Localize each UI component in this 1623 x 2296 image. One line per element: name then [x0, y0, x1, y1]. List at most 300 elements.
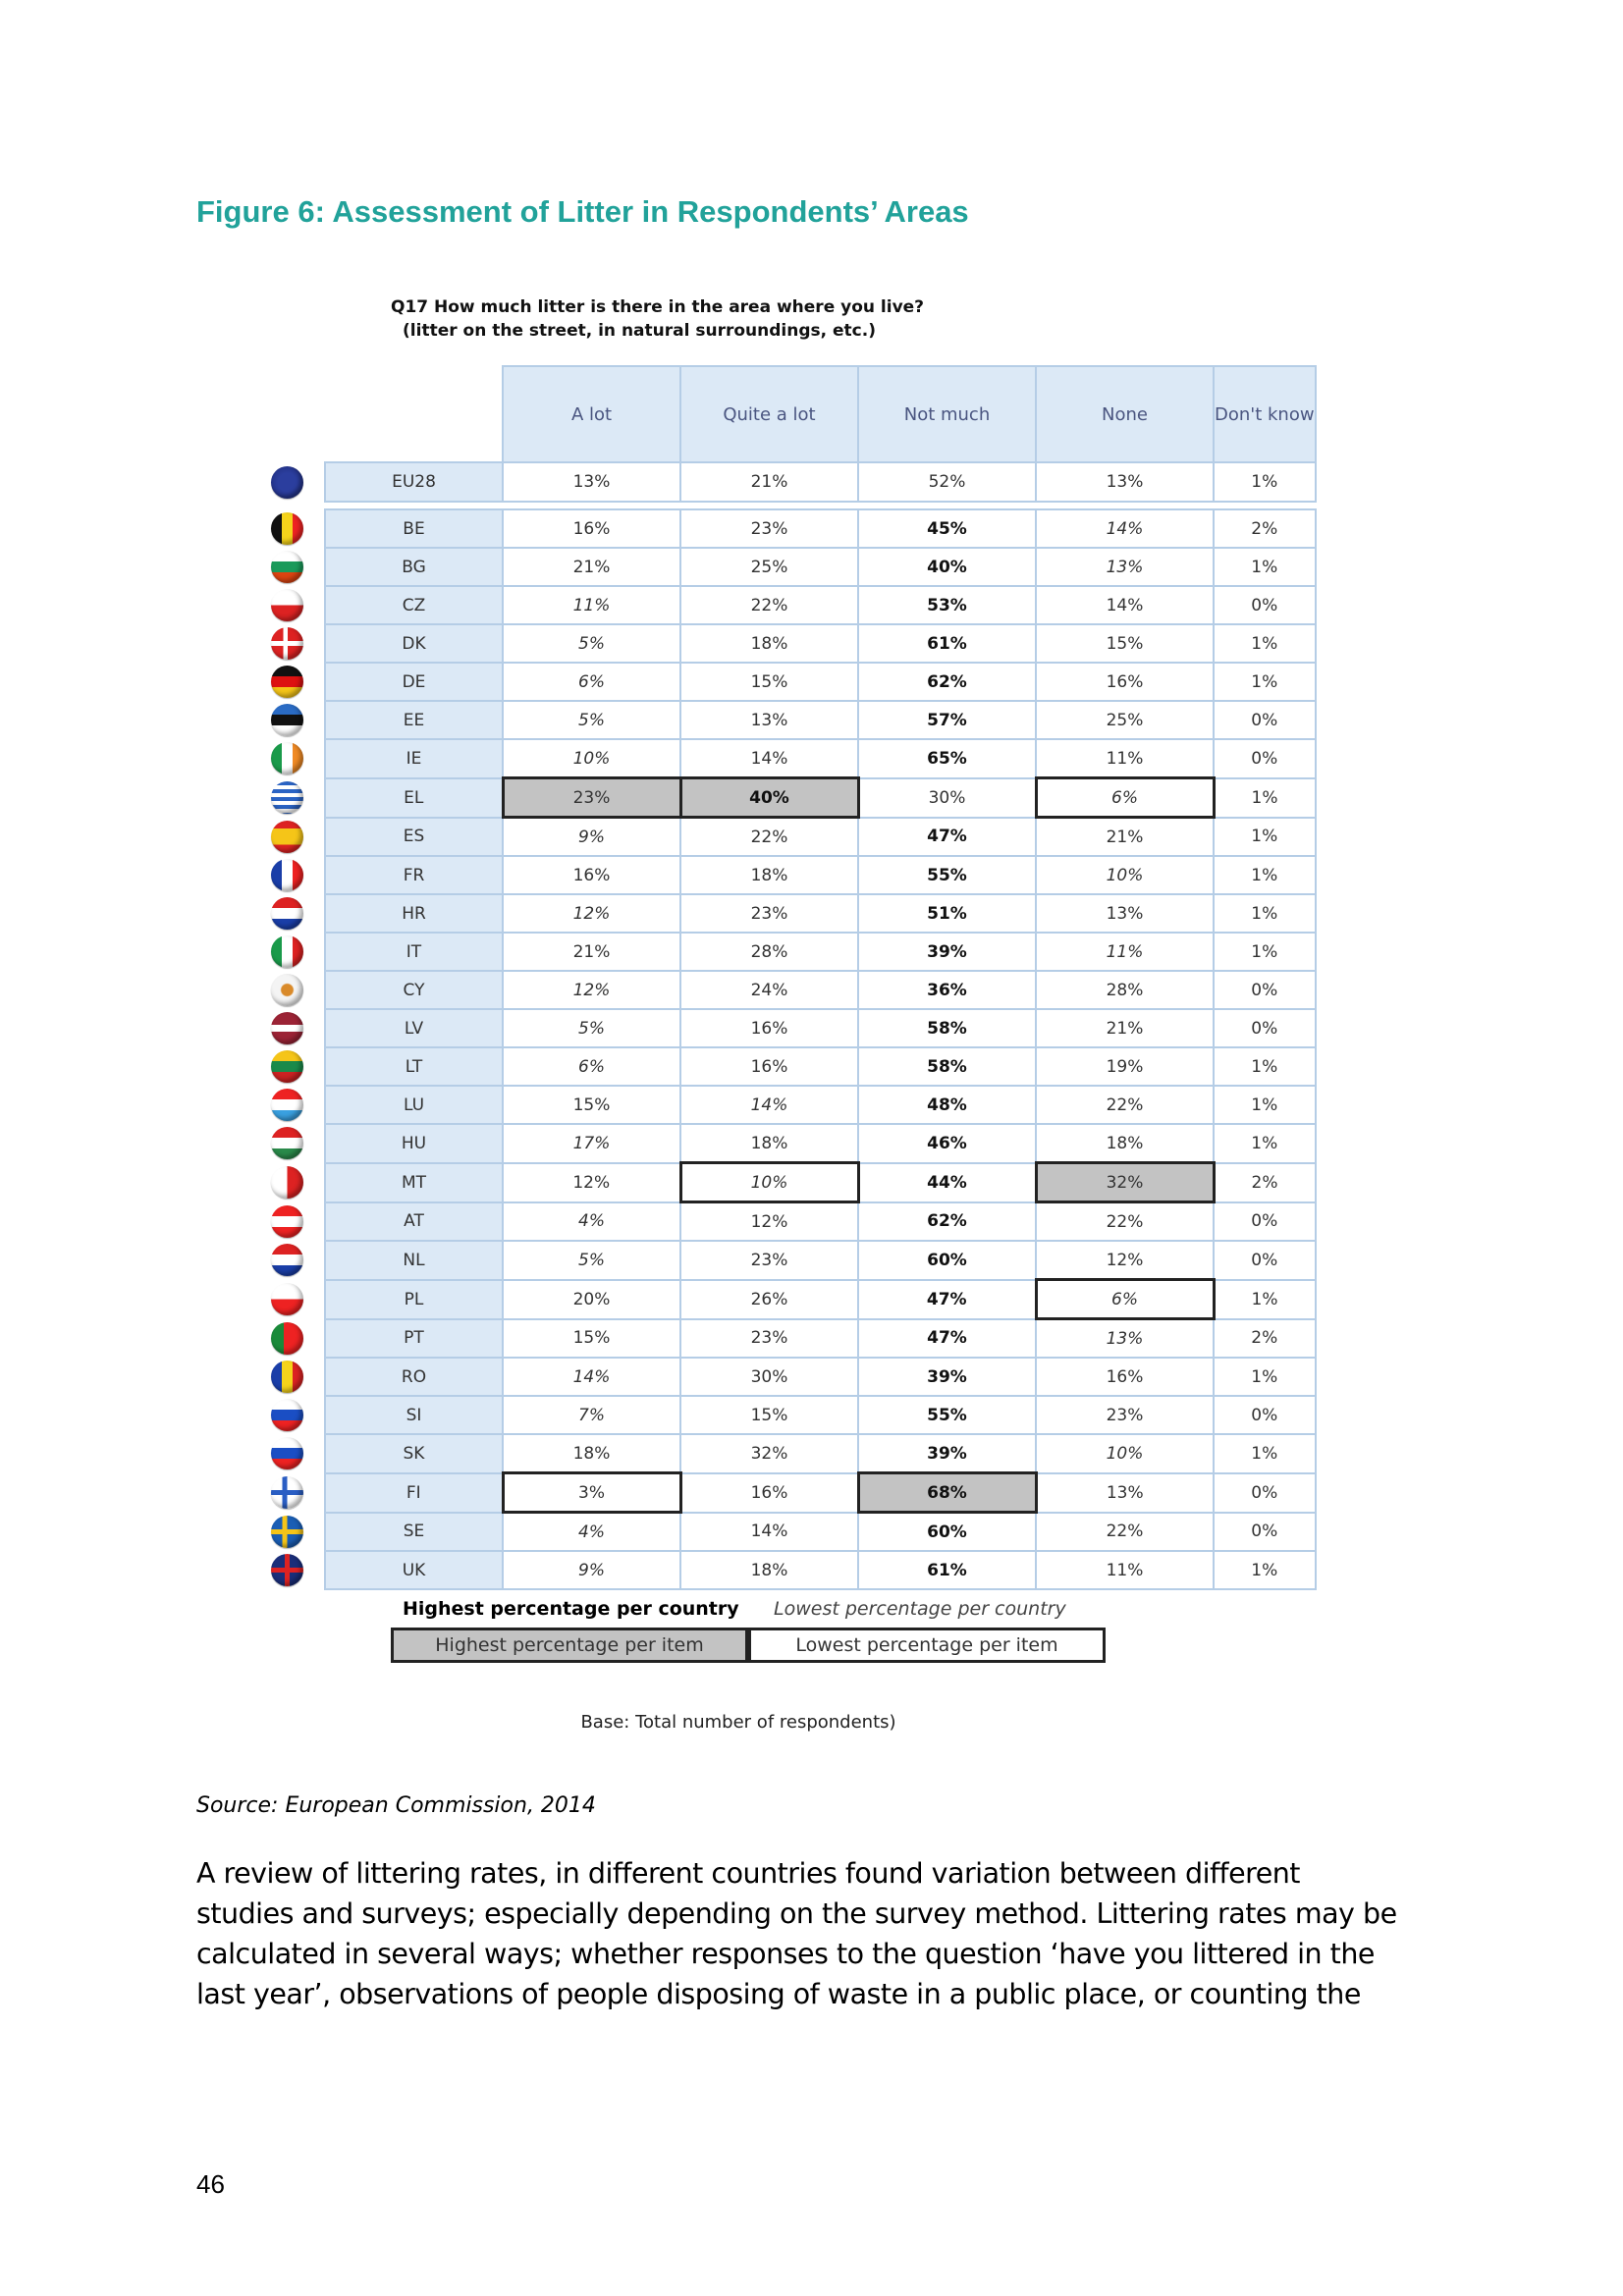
value-cell-text: 18% [572, 1443, 611, 1464]
source-note: Source: European Commission, 2014 [196, 1793, 596, 1818]
value-cell [503, 818, 680, 857]
value-cell-text: 11% [572, 595, 611, 615]
value-cell-text: 48% [927, 1095, 967, 1115]
value-cell-text: 6% [578, 671, 605, 692]
value-cell-text: 20% [572, 1289, 611, 1309]
value-cell [680, 1358, 858, 1396]
france-flag-icon [271, 859, 303, 891]
value-cell-text: 25% [750, 557, 788, 577]
country-code: SK [325, 1434, 503, 1473]
value-cell-text: 32% [750, 1443, 788, 1464]
value-cell-text: 1% [1251, 472, 1278, 492]
value-cell [680, 1551, 858, 1589]
value-cell-text: 32% [1106, 1172, 1144, 1193]
value-cell-text: 1% [1251, 787, 1278, 808]
value-cell-text: 6% [578, 1056, 605, 1077]
value-cell [1036, 894, 1214, 933]
value-cell-text: 18% [750, 865, 788, 885]
value-cell-text: 22% [750, 827, 788, 847]
value-cell-text: 46% [927, 1133, 967, 1153]
value-cell [1036, 1202, 1214, 1242]
value-cell-text: 2% [1251, 1172, 1278, 1193]
value-cell [1214, 1473, 1316, 1513]
value-cell [1214, 971, 1316, 1009]
italy-flag-icon [271, 935, 303, 968]
value-cell [1214, 1434, 1316, 1473]
column-header: A lot [503, 366, 680, 462]
value-cell-text: 4% [578, 1522, 605, 1542]
value-cell [1214, 1319, 1316, 1359]
value-cell [503, 1319, 680, 1359]
value-cell-text: 18% [750, 1133, 788, 1153]
value-cell [1036, 624, 1214, 663]
croatia-flag-icon [271, 897, 303, 930]
value-cell-text: 11% [1106, 748, 1144, 769]
value-cell [680, 894, 858, 933]
value-cell [1036, 663, 1214, 701]
country-code: RO [325, 1358, 503, 1396]
value-cell-text: 15% [572, 1328, 611, 1349]
country-code: DK [325, 624, 503, 663]
country-code: EL [325, 778, 503, 818]
country-row [249, 586, 1316, 624]
value-cell [680, 971, 858, 1009]
value-cell [1036, 1163, 1214, 1202]
value-cell-text: 21% [572, 941, 611, 962]
value-cell-text: 13% [1106, 1328, 1144, 1349]
value-cell [858, 1358, 1036, 1396]
value-cell-text: 7% [578, 1405, 605, 1425]
denmark-flag-icon [271, 627, 303, 660]
value-cell-text: 15% [750, 671, 788, 692]
value-cell [1214, 1513, 1316, 1552]
value-cell [503, 1473, 680, 1513]
value-cell-text: 40% [927, 557, 967, 577]
value-cell [503, 1280, 680, 1319]
value-cell [680, 624, 858, 663]
slovenia-flag-icon [271, 1399, 303, 1431]
value-cell [503, 1009, 680, 1047]
value-cell [1036, 1009, 1214, 1047]
value-cell-text: 16% [572, 865, 611, 885]
value-cell [1214, 624, 1316, 663]
value-cell [1036, 509, 1214, 548]
value-cell [680, 739, 858, 778]
value-cell [503, 1124, 680, 1163]
value-cell [1036, 1513, 1214, 1552]
value-cell [680, 1163, 858, 1202]
value-cell [503, 1434, 680, 1473]
value-cell [503, 663, 680, 701]
value-cell [858, 933, 1036, 971]
legend-lowest-country: Lowest percentage per country [774, 1598, 1066, 1620]
value-cell-text: 30% [928, 787, 966, 808]
value-cell [680, 1513, 858, 1552]
value-cell [858, 1280, 1036, 1319]
portugal-flag-icon [271, 1322, 303, 1355]
value-cell-text: 65% [927, 748, 967, 769]
value-cell [1036, 1396, 1214, 1434]
value-cell [503, 933, 680, 971]
country-row [249, 1396, 1316, 1434]
value-cell [858, 701, 1036, 739]
value-cell-text: 10% [1106, 1443, 1144, 1464]
value-cell-text: 45% [927, 518, 967, 539]
value-cell-text: 13% [1106, 903, 1144, 924]
value-cell [1036, 1086, 1214, 1124]
value-cell [680, 548, 858, 586]
country-code: IT [325, 933, 503, 971]
value-cell-text: 23% [750, 903, 788, 924]
country-code: PL [325, 1280, 503, 1319]
value-cell [1036, 1280, 1214, 1319]
value-cell-text: 5% [578, 1018, 605, 1039]
column-header: None [1036, 366, 1214, 462]
country-row [249, 1280, 1316, 1319]
value-cell [503, 701, 680, 739]
value-cell [1214, 1009, 1316, 1047]
value-cell-text: 1% [1251, 1056, 1278, 1077]
value-cell-text: 24% [750, 980, 788, 1000]
value-cell [680, 818, 858, 857]
value-cell-text: 15% [1106, 633, 1144, 654]
country-code: HU [325, 1124, 503, 1163]
value-cell [1214, 1086, 1316, 1124]
value-cell [680, 778, 858, 818]
value-cell [1214, 586, 1316, 624]
value-cell [1214, 894, 1316, 933]
value-cell-text: 26% [750, 1289, 788, 1309]
value-cell [858, 1047, 1036, 1086]
value-cell-text: 16% [572, 518, 611, 539]
value-cell [858, 1551, 1036, 1589]
value-cell-text: 0% [1251, 1250, 1278, 1270]
value-cell [1214, 818, 1316, 857]
question-title [391, 295, 925, 343]
value-cell-text: 11% [1106, 1560, 1144, 1580]
value-cell [1214, 856, 1316, 894]
country-code: BE [325, 509, 503, 548]
value-cell-text: 22% [1106, 1095, 1144, 1115]
value-cell-text: 23% [750, 1328, 788, 1349]
value-cell [503, 1086, 680, 1124]
value-cell [503, 971, 680, 1009]
value-cell-text: 3% [578, 1482, 605, 1503]
value-cell [680, 1124, 858, 1163]
value-cell-text: 0% [1251, 595, 1278, 615]
value-cell [1214, 1396, 1316, 1434]
value-cell-text: 0% [1251, 1522, 1278, 1542]
value-cell-text: 39% [927, 941, 967, 962]
poland-flag-icon [271, 1283, 303, 1315]
value-cell [503, 1047, 680, 1086]
sweden-flag-icon [271, 1516, 303, 1548]
country-row [249, 1163, 1316, 1202]
value-cell-text: 47% [926, 1289, 967, 1309]
country-row [249, 701, 1316, 739]
value-cell-text: 16% [1106, 1366, 1144, 1387]
value-cell [1214, 778, 1316, 818]
value-cell-text: 23% [750, 1250, 788, 1270]
value-cell-text: 23% [750, 518, 788, 539]
netherlands-flag-icon [271, 1244, 303, 1276]
value-cell [858, 586, 1036, 624]
value-cell-text: 14% [750, 748, 788, 769]
value-cell [680, 856, 858, 894]
value-cell [680, 462, 858, 502]
value-cell-text: 57% [927, 710, 967, 730]
value-cell [858, 818, 1036, 857]
value-cell [680, 1009, 858, 1047]
country-code: HR [325, 894, 503, 933]
value-cell [1214, 1551, 1316, 1589]
value-cell [858, 624, 1036, 663]
value-cell-text: 60% [927, 1522, 967, 1542]
country-row [249, 818, 1316, 857]
value-cell [503, 1163, 680, 1202]
value-cell-text: 21% [1106, 1018, 1144, 1039]
lithuania-flag-icon [271, 1050, 303, 1083]
value-cell [1036, 462, 1214, 502]
value-cell-text: 21% [572, 557, 611, 577]
value-cell-text: 1% [1251, 633, 1278, 654]
country-row [249, 509, 1316, 548]
austria-flag-icon [271, 1205, 303, 1238]
value-cell [1036, 1241, 1214, 1280]
value-cell [503, 462, 680, 502]
value-cell [503, 509, 680, 548]
country-code: FI [325, 1473, 503, 1513]
value-cell-text: 1% [1251, 1095, 1278, 1115]
belgium-flag-icon [271, 512, 303, 545]
bulgaria-flag-icon [271, 551, 303, 583]
country-row [249, 1434, 1316, 1473]
value-cell-text: 0% [1251, 980, 1278, 1000]
country-code: ES [325, 818, 503, 857]
value-cell-text: 1% [1251, 941, 1278, 962]
value-cell-text: 62% [927, 671, 967, 692]
value-cell-text: 11% [1106, 941, 1144, 962]
value-cell-text: 28% [1106, 980, 1144, 1000]
value-cell-text: 62% [927, 1211, 967, 1232]
value-cell [680, 1202, 858, 1242]
column-header: Quite a lot [680, 366, 858, 462]
value-cell-text: 1% [1251, 903, 1278, 924]
value-cell-text: 14% [750, 1522, 788, 1542]
value-cell [503, 586, 680, 624]
base-note: Base: Total number of respondents) [580, 1712, 896, 1733]
value-cell [1036, 701, 1214, 739]
value-cell [503, 548, 680, 586]
value-cell [1036, 1434, 1214, 1473]
value-cell-text: 0% [1251, 710, 1278, 730]
column-header: Not much [858, 366, 1036, 462]
value-cell [858, 1163, 1036, 1202]
value-cell-text: 0% [1251, 1018, 1278, 1039]
value-cell-text: 21% [750, 472, 788, 492]
value-cell [503, 739, 680, 778]
value-cell-text: 5% [578, 1250, 605, 1270]
value-cell-text: 1% [1251, 1366, 1278, 1387]
greece-flag-icon [271, 781, 303, 814]
country-code: LU [325, 1086, 503, 1124]
value-cell-text: 16% [1106, 671, 1144, 692]
country-code: AT [325, 1202, 503, 1242]
finland-flag-icon [271, 1476, 303, 1509]
paragraph-line: last year’, observations of people disposing of waste in a public place, or counting the [196, 1978, 1361, 2010]
value-cell-text: 1% [1251, 1289, 1278, 1309]
value-cell [503, 1513, 680, 1552]
value-cell-text: 14% [1106, 518, 1144, 539]
value-cell [680, 1319, 858, 1359]
value-cell [680, 586, 858, 624]
value-cell [1036, 971, 1214, 1009]
value-cell-text: 6% [1111, 787, 1138, 808]
country-row [249, 1086, 1316, 1124]
value-cell [680, 1047, 858, 1086]
value-cell-text: 18% [1106, 1133, 1144, 1153]
value-cell [680, 1434, 858, 1473]
value-cell-text: 25% [1106, 710, 1144, 730]
value-cell [858, 663, 1036, 701]
country-row [249, 1319, 1316, 1359]
value-cell-text: 15% [750, 1405, 788, 1425]
country-row [249, 971, 1316, 1009]
country-row [249, 778, 1316, 818]
country-code: CY [325, 971, 503, 1009]
value-cell-text: 55% [927, 865, 967, 885]
country-row [249, 1047, 1316, 1086]
value-cell [858, 1124, 1036, 1163]
value-cell-text: 39% [927, 1366, 967, 1387]
value-cell [1214, 1124, 1316, 1163]
country-row [249, 1551, 1316, 1589]
country-row [249, 894, 1316, 933]
value-cell-text: 52% [928, 472, 966, 492]
value-cell-text: 16% [750, 1482, 788, 1503]
legend-lowest-item: Lowest percentage per item [748, 1628, 1106, 1663]
value-cell-text: 16% [750, 1018, 788, 1039]
value-cell [1036, 1124, 1214, 1163]
value-cell-text: 1% [1251, 1133, 1278, 1153]
value-cell [1214, 1358, 1316, 1396]
value-cell [503, 1202, 680, 1242]
value-cell [1036, 1047, 1214, 1086]
slovakia-flag-icon [271, 1437, 303, 1469]
value-cell-text: 5% [578, 710, 605, 730]
question-line-2: (litter on the street, in natural surroundings, etc.) [403, 321, 876, 341]
value-cell-text: 1% [1251, 865, 1278, 885]
country-code: LT [325, 1047, 503, 1086]
country-code: CZ [325, 586, 503, 624]
value-cell [1214, 1202, 1316, 1242]
value-cell-text: 17% [572, 1133, 611, 1153]
country-code: UK [325, 1551, 503, 1589]
value-cell [858, 1473, 1036, 1513]
country-row [249, 739, 1316, 778]
value-cell [503, 856, 680, 894]
value-cell-text: 47% [927, 827, 967, 847]
legend-highest-item: Highest percentage per item [391, 1628, 748, 1663]
country-row [249, 462, 1316, 502]
value-cell-text: 40% [749, 787, 789, 808]
value-cell [503, 1358, 680, 1396]
value-cell [1214, 1163, 1316, 1202]
country-code: IE [325, 739, 503, 778]
value-cell [680, 509, 858, 548]
value-cell-text: 1% [1251, 1443, 1278, 1464]
value-cell [1036, 586, 1214, 624]
value-cell [1036, 1358, 1214, 1396]
country-code: EE [325, 701, 503, 739]
value-cell [503, 894, 680, 933]
country-code: SE [325, 1513, 503, 1552]
value-cell-text: 14% [750, 1095, 788, 1115]
value-cell [1036, 1319, 1214, 1359]
estonia-flag-icon [271, 704, 303, 736]
country-row [249, 1124, 1316, 1163]
value-cell-text: 10% [572, 748, 611, 769]
country-row [249, 933, 1316, 971]
value-cell-text: 14% [1106, 595, 1144, 615]
value-cell [1036, 856, 1214, 894]
value-cell [503, 624, 680, 663]
value-cell-text: 0% [1251, 1211, 1278, 1232]
value-cell [858, 894, 1036, 933]
country-code: DE [325, 663, 503, 701]
value-cell-text: 15% [572, 1095, 611, 1115]
value-cell [1036, 548, 1214, 586]
value-cell-text: 47% [927, 1328, 967, 1349]
country-code: EU28 [325, 462, 503, 502]
value-cell [680, 1241, 858, 1280]
value-cell-text: 10% [1106, 865, 1144, 885]
value-cell-text: 16% [750, 1056, 788, 1077]
value-cell-text: 21% [1106, 827, 1144, 847]
value-cell-text: 22% [1106, 1211, 1144, 1232]
value-cell-text: 13% [1106, 557, 1144, 577]
value-cell [1214, 933, 1316, 971]
value-cell-text: 5% [578, 633, 605, 654]
latvia-flag-icon [271, 1012, 303, 1044]
value-cell [1214, 701, 1316, 739]
value-cell [1036, 1551, 1214, 1589]
value-cell-text: 36% [927, 980, 967, 1000]
value-cell-text: 13% [572, 472, 611, 492]
paragraph-line: calculated in several ways; whether responses to the question ‘have you littered in the [196, 1938, 1375, 1970]
country-code: BG [325, 548, 503, 586]
value-cell-text: 12% [1106, 1250, 1144, 1270]
value-cell-text: 12% [750, 1211, 788, 1232]
value-cell-text: 23% [1106, 1405, 1144, 1425]
value-cell-text: 22% [1106, 1522, 1144, 1542]
country-code: MT [325, 1163, 503, 1202]
value-cell-text: 22% [750, 595, 788, 615]
value-cell [858, 739, 1036, 778]
country-row [249, 1241, 1316, 1280]
value-cell-text: 19% [1106, 1056, 1144, 1077]
country-row [249, 548, 1316, 586]
value-cell [858, 971, 1036, 1009]
value-cell-text: 14% [572, 1366, 611, 1387]
value-cell-text: 12% [572, 903, 611, 924]
value-cell [858, 1086, 1036, 1124]
value-cell-text: 0% [1251, 1405, 1278, 1425]
value-cell [858, 509, 1036, 548]
value-cell [1036, 933, 1214, 971]
value-cell [1214, 739, 1316, 778]
country-row [249, 1009, 1316, 1047]
